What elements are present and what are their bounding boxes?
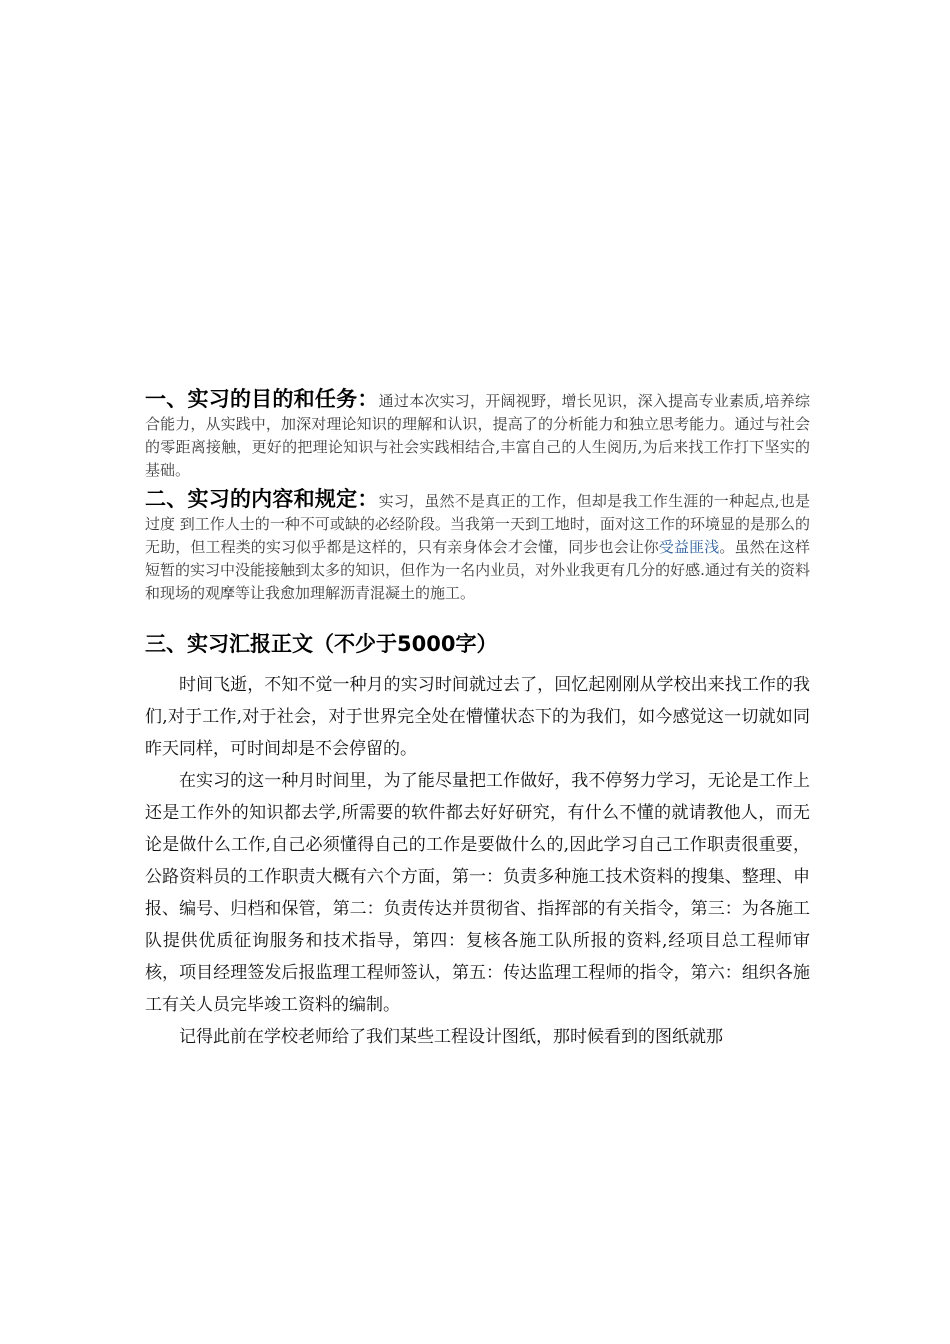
report-paragraph-3: 记得此前在学校老师给了我们某些工程设计图纸，那时候看到的图纸就那 — [179, 1027, 723, 1047]
document-content — [145, 380, 810, 1053]
section-purpose — [145, 388, 810, 482]
section-purpose-heading: 一、实习的目的和任务： — [145, 387, 379, 411]
section-content-link[interactable]: 受益匪浅 — [658, 538, 720, 556]
section-content-text-after: 。虽然在这样短暂的实习中没能接触到太多的知识，但作为一名内业员，对外业我更有几分的好感.通过有关的资料和现场的观摩等让我愈加理解沥青混凝土的施工。 — [145, 538, 810, 602]
report-paragraph-1: 时间飞逝，不知不觉一种月的实习时间就过去了，回忆起刚刚从学校出来找工作的我们,对于工作,对于社会，对于世界完全处在懵懂状态下的为我们，如今感觉这一切就如同昨天同样，可时间却是不会停留的。 — [145, 675, 810, 759]
section-purpose-text: 通过本次实习，开阔视野，增长见识，深入提高专业素质,培养综合能力，从实践中，加深对理论知识的理解和认识，提高了的分析能力和独立思考能力。通过与社会的零距离接触，更好的把理论知识与社会实践相结合,丰富自己的人生阅历,为后来找工作打下坚实的基础。 — [145, 392, 810, 479]
section-content-text-before: 实习，虽然不是真正的工作，但却是我工作生涯的一种起点,也是过度 到工作人士的一种不可或缺的必经阶段。当我第一天到工地时，面对这工作的环境显的是那么的无助，但工程类的实习似乎都是这样的，只有亲身体会才会懂，同步也会让你 — [145, 492, 810, 556]
section-content — [145, 488, 810, 605]
section-content-heading: 二、实习的内容和规定： — [145, 487, 379, 511]
report-paragraph-2: 在实习的这一种月时间里，为了能尽量把工作做好，我不停努力学习，无论是工作上还是工作外的知识都去学,所需要的软件都去好好研究，有什么不懂的就请教他人，而无论是做什么工作,自己必须懂得自己的工作是要做什么的,因此学习自己工作职责很重要，公路资料员的工作职责大概有六个方面，第一：负责多种施工技术资料的搜集、整理、申报、编号、归档和保管，第二：负责传达并贯彻省、指挥部的有关指令，第三：为各施工队提供优质征询服务和技术指导，第四：复核各施工队所报的资料,经项目总工程师审核，项目经理签发后报监理工程师签认，第五：传达监理工程师的指令，第六：组织各施工有关人员完毕竣工资料的编制。 — [145, 771, 810, 1015]
section-report-heading: 三、实习汇报正文（不少于5000字） — [145, 632, 498, 656]
